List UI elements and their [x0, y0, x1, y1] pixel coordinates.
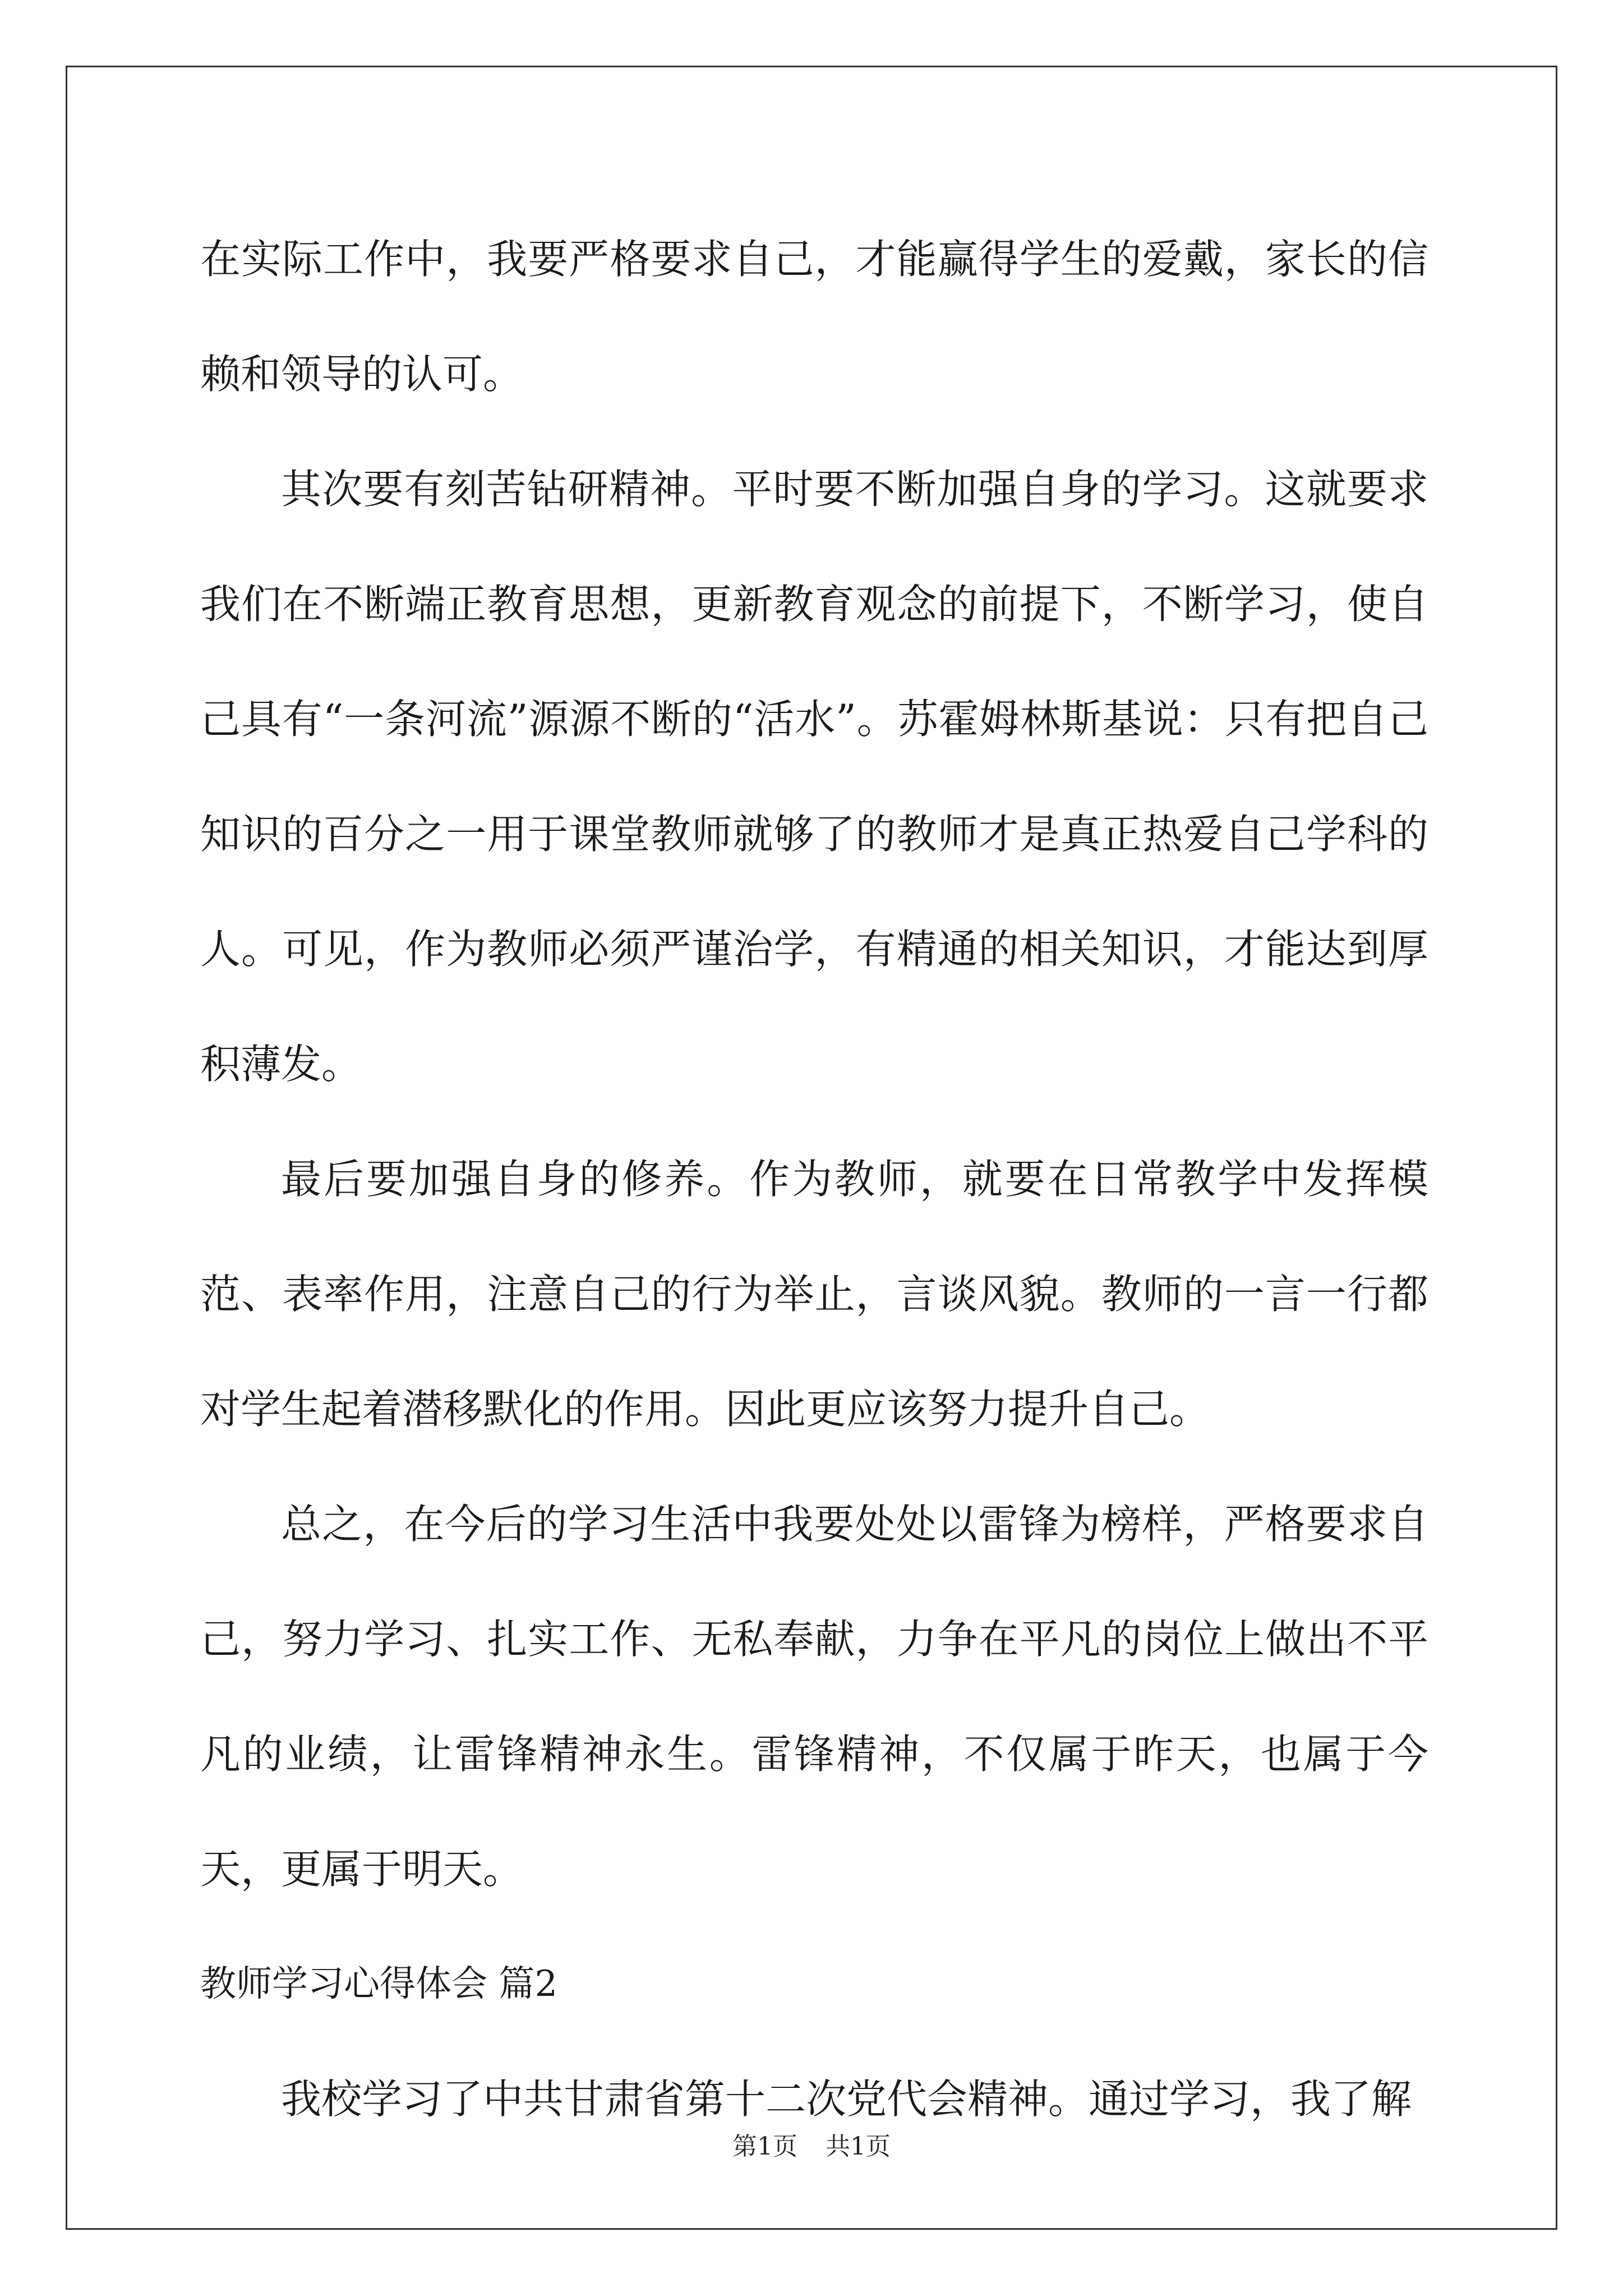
page-footer — [0, 2126, 1623, 2162]
page-number-total: 共1页 — [826, 2132, 891, 2161]
paragraph-4: 总之，在今后的学习生活中我要处处以雷锋为榜样，严格要求自己，努力学习、扎实工作、无私奉献，力争在平凡的岗位上做出不平凡的业绩，让雷锋精神永生。雷锋精神，不仅属于昨天，也属于今天，更属于明天。 — [200, 1501, 1428, 1893]
paragraph-1: 在实际工作中，我要严格要求自己，才能赢得学生的爱戴，家长的信赖和领导的认可。 — [200, 236, 1428, 398]
section-heading: 教师学习心得体会 篇2 — [200, 1963, 558, 2005]
page-number-current: 第1页 — [732, 2132, 797, 2161]
paragraph-3: 最后要加强自身的修养。作为教师，就要在日常教学中发挥模范、表率作用，注意自己的行为举止，言谈风貌。教师的一言一行都对学生起着潜移默化的作用。因此更应该努力提升自己。 — [200, 1156, 1428, 1433]
document-body — [200, 202, 1428, 2157]
paragraph-2: 其次要有刻苦钻研精神。平时要不断加强自身的学习。这就要求我们在不断端正教育思想，更新教育观念的前提下，不断学习，使自己具有“一条河流”源源不断的“活水”。苏霍姆林斯基说：只有把自己知识的百分之一用于课堂教师就够了的教师才是真正热爱自己学科的人。可见，作为教师必须严谨治学，有精通的相关知识，才能达到厚积薄发。 — [200, 466, 1428, 1088]
paragraph-5: 我校学习了中共甘肃省第十二次党代会精神。通过学习，我了解 — [281, 2076, 1412, 2123]
